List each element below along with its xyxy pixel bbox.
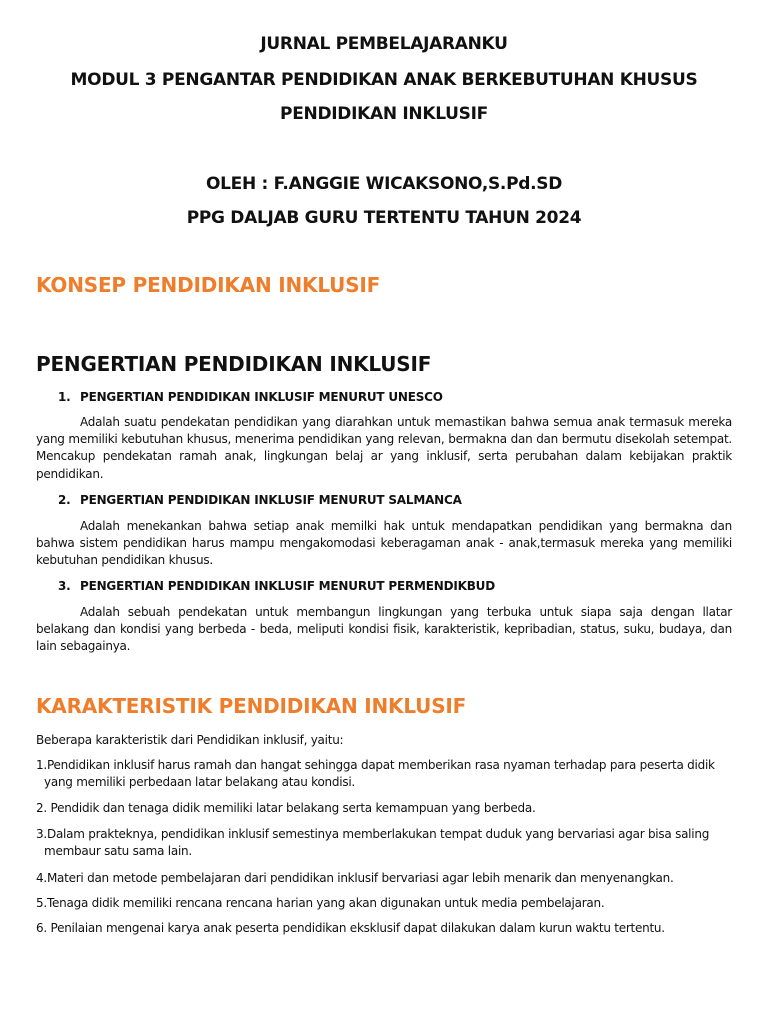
section-heading-pengertian: PENGERTIAN PENDIDIKAN INKLUSIF — [36, 352, 432, 376]
author-line: OLEH : F.ANGGIE WICAKSONO,S.Pd.SD — [205, 174, 563, 194]
subheading-label: PENGERTIAN PENDIDIKAN INKLUSIF MENURUT PERMENDIKBUD — [80, 579, 495, 593]
module-title: MODUL 3 PENGANTAR PENDIDIKAN ANAK BERKEBUTUHAN KHUSUS — [70, 70, 698, 90]
subheading-permendikbud — [58, 579, 495, 593]
subheading-label: PENGERTIAN PENDIDIKAN INKLUSIF MENURUT UNESCO — [80, 390, 443, 404]
topic-title: PENDIDIKAN INKLUSIF — [280, 104, 488, 124]
paragraph-salmanca: Adalah menekankan bahwa setiap anak memilki hak untuk mendapatkan pendidikan yang bermakna dan bahwa sistem pendidikan harus mampu mengakomodasi keberagaman anak - anak,termasuk mereka yang memiliki kebutuhan pendidikan khusus. — [36, 519, 732, 568]
list-number: 1. — [58, 390, 71, 404]
karakteristik-intro: Beberapa karakteristik dari Pendidikan inklusif, yaitu: — [36, 733, 344, 747]
list-item: 4.Materi dan metode pembelajaran dari pendidikan inklusif bervariasi agar lebih menarik dan menyenangkan. — [36, 871, 674, 885]
journal-title: JURNAL PEMBELAJARANKU — [260, 34, 508, 54]
list-item: 6. Penilaian mengenai karya anak peserta pendidikan eksklusif dapat dilakukan dalam kurun waktu tertentu. — [36, 921, 665, 935]
program-line: PPG DALJAB GURU TERTENTU TAHUN 2024 — [186, 208, 582, 228]
list-item: 2. Pendidik dan tenaga didik memiliki latar belakang serta kemampuan yang berbeda. — [36, 801, 536, 815]
list-item: 1.Pendidikan inklusif harus ramah dan hangat sehingga dapat memberikan rasa nyaman terhadap para peserta didik yang memiliki perbedaan latar belakang atau kondisi. — [36, 758, 715, 789]
subheading-salmanca — [58, 493, 462, 507]
subheading-label: PENGERTIAN PENDIDIKAN INKLUSIF MENURUT SALMANCA — [80, 493, 462, 507]
paragraph-permendikbud: Adalah sebuah pendekatan untuk membangun lingkungan yang terbuka untuk siapa saja dengan llatar belakang dan kondisi yang berbeda - beda, meliputi kondisi fisik, karakteristik, kepribadian, status, suku, budaya, dan lain sebagainya. — [36, 605, 732, 654]
list-number: 3. — [58, 579, 71, 593]
paragraph-unesco: Adalah suatu pendekatan pendidikan yang diarahkan untuk memastikan bahwa semua anak termasuk mereka yang memiliki kebutuhan khusus, menerima pendidikan yang relevan, bermakna dan dan bermutu disekolah setempat. Mencakup pendekatan ramah anak, lingkungan belaj ar yang inklusif, serta perubahan dalam kebijakan praktik pendidikan. — [36, 415, 732, 481]
section-heading-karakteristik: KARAKTERISTIK PENDIDIKAN INKLUSIF — [36, 694, 467, 718]
subheading-unesco — [58, 390, 443, 404]
list-item: 3.Dalam prakteknya, pendidikan inklusif semestinya memberlakukan tempat duduk yang bervariasi agar bisa saling membaur satu sama lain. — [36, 827, 710, 858]
list-item: 5.Tenaga didik memiliki rencana rencana harian yang akan digunakan untuk media pembelajaran. — [36, 896, 605, 910]
list-number: 2. — [58, 493, 71, 507]
section-heading-konsep: KONSEP PENDIDIKAN INKLUSIF — [36, 273, 381, 297]
